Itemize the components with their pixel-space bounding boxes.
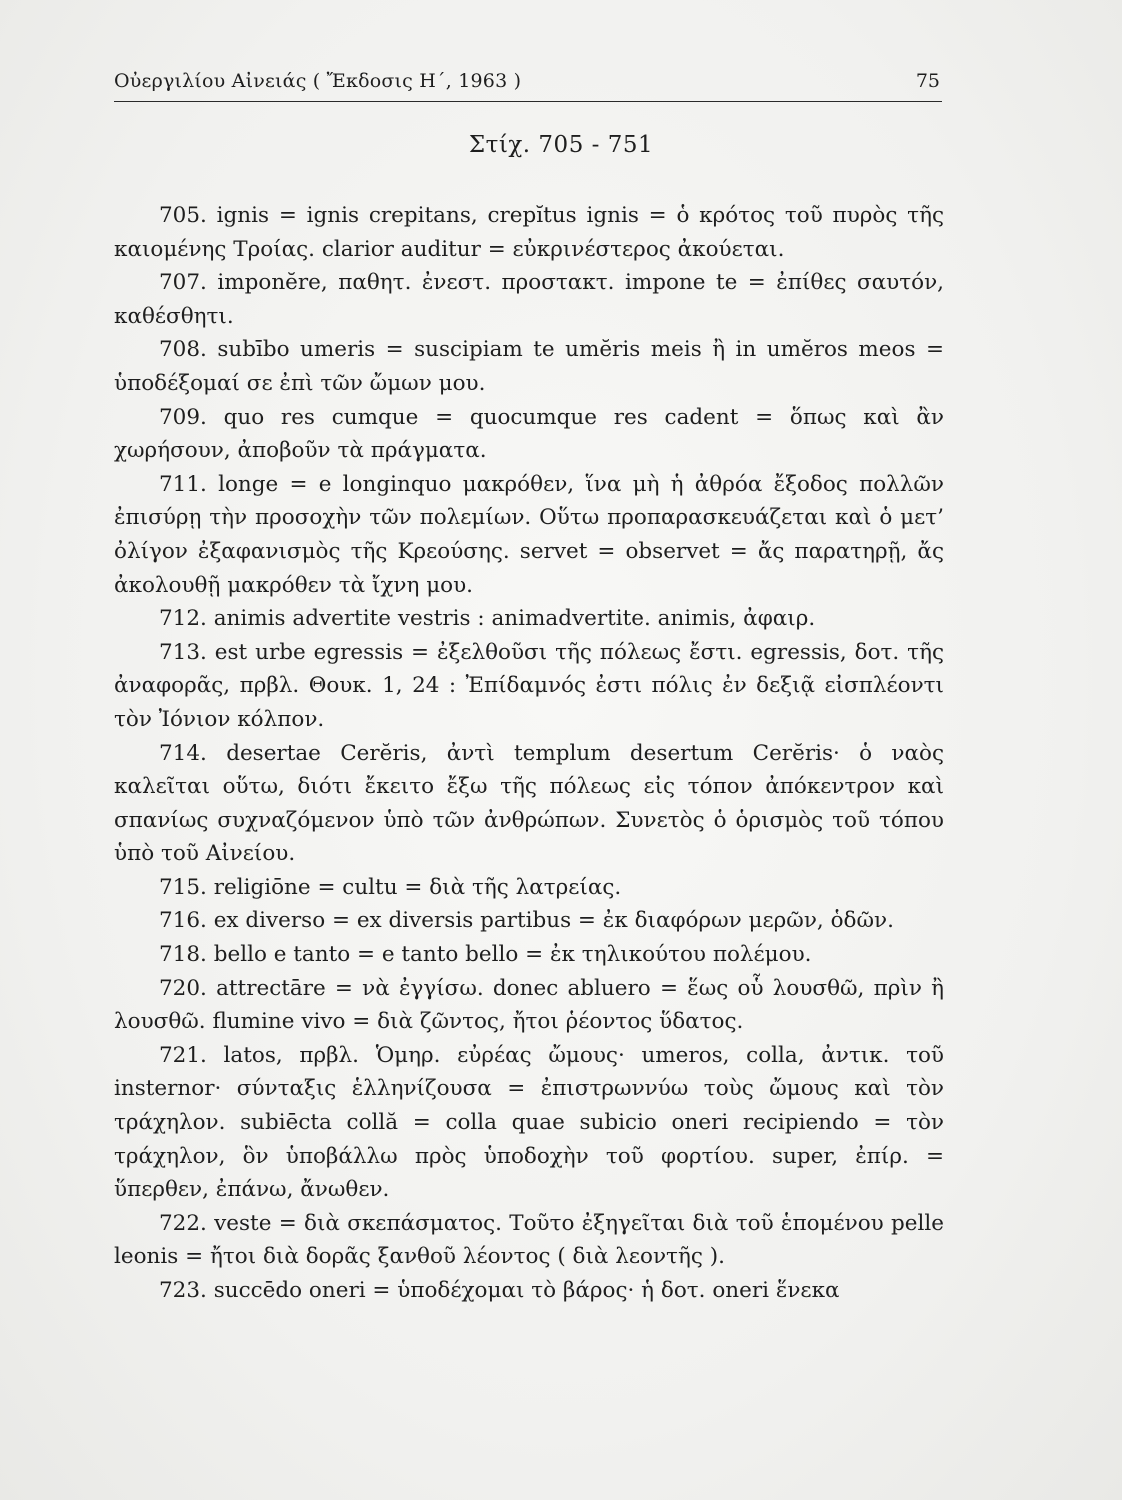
note-723: 723. succēdo oneri = ὑποδέχομαι τὸ βάρος· ἡ δοτ. oneri ἕνεκα — [159, 1278, 840, 1303]
note-716: 716. ex diverso = ex diversis partibus = ἐκ διαφόρων μερῶν, ὁδῶν. — [159, 908, 894, 934]
note-720: 720. attrectāre = νὰ ἐγγίσω. donec abluero = ἕως οὗ λουσθῶ, πρὶν ἢ λουσθῶ. flumine vivo = διὰ ζῶντος, ἤτοι ῥέοντος ὕδατος. — [114, 975, 944, 1035]
note-707: 707. imponĕre, παθητ. ἐνεστ. προστακτ. impone te = ἐπίθες σαυτόν, καθέσθητι. — [114, 270, 944, 329]
note-711: 711. longe = e longinquo μακρόθεν, ἵνα μὴ ἡ ἀθρόα ἔξοδος πολλῶν ἐπισύρῃ τὴν προσοχὴν τῶν πολεμίων. Οὕτω προπαρασκευάζεται καὶ ὁ μετ’ ὀλίγον ἐξαφανισμὸς τῆς Κρεούσης. servet = observet = ἄς παρατηρῇ, ἄς ἀκολουθῇ μακρόθεν τὰ ἴχνη μου. — [114, 471, 944, 598]
page-number: 75 — [915, 70, 940, 92]
note-718: 718. bello e tanto = e tanto bello = ἐκ τηλικούτου πολέμου. — [159, 942, 812, 968]
note-715: 715. religiōne = cultu = διὰ τῆς λατρείας. — [159, 874, 622, 900]
header-rule — [114, 101, 942, 102]
note-712: 712. animis advertite vestris : animadvertite. animis, ἀφαιρ. — [159, 606, 816, 632]
running-title: Οὐεργιλίου Αἰνειάς ( Ἔκδοσις Η΄, 1963 ) — [114, 70, 522, 92]
note-708: 708. subībo umeris = suscipiam te umĕris meis ἢ in umĕros meos = ὑποδέξομαί σε ἐπὶ τῶν ὤμων μου. — [114, 337, 944, 396]
section-title: Στίχ. 705 - 751 — [468, 132, 654, 158]
note-709: 709. quo res cumque = quocumque res cadent = ὅπως καὶ ἂν χωρήσουν, ἀποβοῦν τὰ πράγματα. — [114, 404, 944, 464]
note-705: 705. ignis = ignis crepitans, crepĭtus ignis = ὁ κρότος τοῦ πυρὸς τῆς καιομένης Τροίας. clarior auditur = εὐκρινέστερος ἀκούεται. — [114, 203, 944, 262]
note-721: 721. latos, πρβλ. Ὁμηρ. εὐρέας ὤμους· umeros, colla, ἀντικ. τοῦ insternor· σύνταξις ἑλληνίζουσα = ἐπιστρωννύω τοὺς ὤμους καὶ τὸν τράχηλον. subiēcta collă = colla quae subicio oneri recipiendo = τὸν τράχηλον, ὃν ὑποβάλλω πρὸς ὑποδοχὴν τοῦ φορτίου. super, ἐπίρ. = ὕπερθεν, ἐπάνω, ἄνωθεν. — [114, 1042, 944, 1203]
running-head — [114, 68, 942, 104]
note-713: 713. est urbe egressis = ἐξελθοῦσι τῆς πόλεως ἔστι. egressis, δοτ. τῆς ἀναφορᾶς, πρβλ. Θουκ. 1, 24 : Ἐπίδαμνός ἐστι πόλις ἐν δεξιᾷ εἰσπλέοντι τὸν Ἰόνιον κόλπον. — [114, 639, 944, 732]
note-722: 722. veste = διὰ σκεπάσματος. Τοῦτο ἐξηγεῖται διὰ τοῦ ἑπομένου pelle leonis = ἤτοι διὰ δορᾶς ξανθοῦ λέοντος ( διὰ λεοντῆς ). — [114, 1210, 944, 1270]
note-714: 714. desertae Cerĕris, ἀντὶ templum desertum Cerĕris· ὁ ναὸς καλεῖται οὕτω, διότι ἔκειτο ἔξω τῆς πόλεως εἰς τόπον ἀπόκεντρον καὶ σπανίως συχναζόμενον ὑπὸ τῶν ἀνθρώπων. Συνετὸς ὁ ὁρισμὸς τοῦ τόπου ὑπὸ τοῦ Αἰνείου. — [114, 740, 944, 867]
commentary-body — [114, 199, 944, 1308]
